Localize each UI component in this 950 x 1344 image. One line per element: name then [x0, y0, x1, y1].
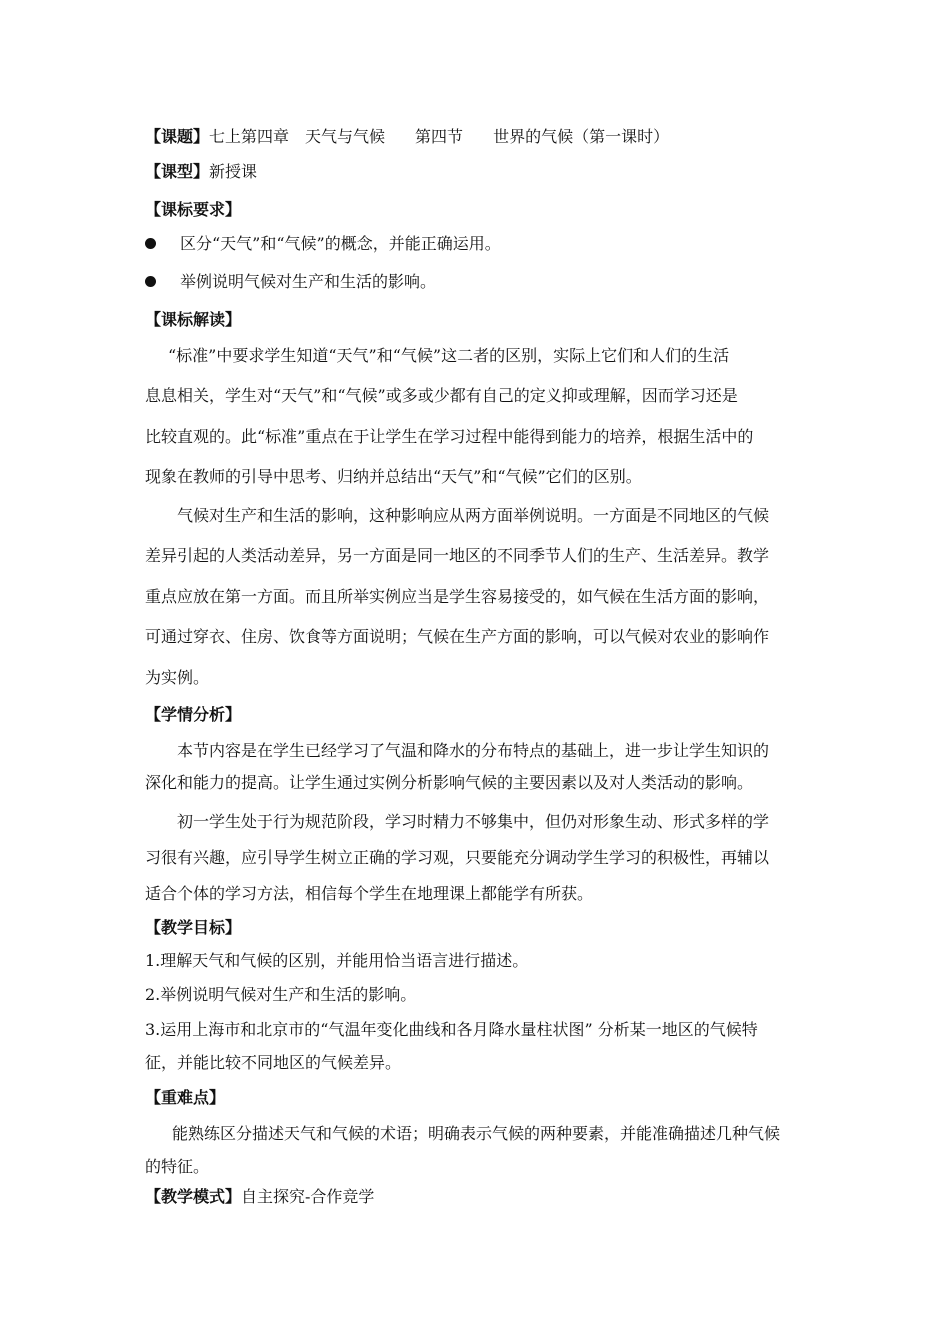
analysis-line: 习很有兴趣，应引导学生树立正确的学习观，只要能充分调动学生学习的积极性，再辅以 [145, 848, 770, 867]
lesson-type-line [145, 162, 257, 182]
title-name: 世界的气候（第一课时） [493, 127, 670, 146]
lesson-type-label: 【课型】 [145, 162, 210, 181]
bullet-icon [145, 276, 156, 287]
interpretation-line: 比较直观的。此“标准”重点在于让学生在学习过程中能得到能力的培养，根据生活中的 [145, 427, 754, 446]
mode-line [145, 1187, 374, 1207]
interpretation-line: 差异引起的人类活动差异，另一方面是同一地区的不同季节人们的生产、生活差异。教学 [145, 546, 770, 565]
objectives-label: 【教学目标】 [145, 918, 242, 937]
analysis-line: 深化和能力的提高。让学生通过实例分析影响气候的主要因素以及对人类活动的影响。 [145, 773, 754, 792]
key-points-heading [145, 1088, 225, 1108]
interpretation-line: 息息相关，学生对“天气”和“气候”或多或少都有自己的定义抑或理解，因而学习还是 [145, 386, 738, 405]
interpretation-line: 现象在教师的引导中思考、归纳并总结出“天气”和“气候”它们的区别。 [145, 467, 642, 486]
objectives-heading [145, 918, 241, 938]
title-line [145, 127, 669, 147]
mode-value: 自主探究-合作竞学 [241, 1187, 375, 1206]
title-label: 【课题】 [145, 127, 210, 146]
objective-item: 2.举例说明气候对生产和生活的影响。 [145, 985, 417, 1004]
interpretation-line: 气候对生产和生活的影响，这种影响应从两方面举例说明。一方面是不同地区的气候 [177, 506, 770, 525]
key-points-line: 的特征。 [145, 1157, 210, 1176]
interpretation-line: 重点应放在第一方面。而且所举实例应当是学生容易接受的，如气候在生活方面的影响， [145, 587, 770, 606]
analysis-line: 适合个体的学习方法，相信每个学生在地理课上都能学有所获。 [145, 884, 594, 903]
analysis-line: 初一学生处于行为规范阶段，学习时精力不够集中，但仍对形象生动、形式多样的学 [177, 812, 770, 831]
analysis-line: 本节内容是在学生已经学习了气温和降水的分布特点的基础上，进一步让学生知识的 [177, 741, 770, 760]
bullet-icon [145, 238, 156, 249]
interpretation-heading [145, 310, 241, 330]
title-topic: 天气与气候 [305, 127, 386, 146]
standard-heading [145, 200, 241, 220]
objective-item: 征，并能比较不同地区的气候差异。 [145, 1053, 402, 1072]
interpretation-label: 【课标解读】 [145, 310, 242, 329]
title-chapter: 七上第四章 [209, 127, 290, 146]
title-section: 第四节 [415, 127, 464, 146]
mode-label: 【教学模式】 [145, 1187, 242, 1206]
analysis-heading [145, 705, 241, 725]
standard-item-2: 举例说明气候对生产和生活的影响。 [180, 272, 437, 291]
interpretation-line: “标准”中要求学生知道“天气”和“气候”这二者的区别，实际上它们和人们的生活 [168, 346, 730, 365]
interpretation-line: 可通过穿衣、住房、饮食等方面说明；气候在生产方面的影响，可以气候对农业的影响作 [145, 627, 770, 646]
interpretation-line: 为实例。 [145, 668, 210, 687]
key-points-line: 能熟练区分描述天气和气候的术语；明确表示气候的两种要素，并能准确描述几种气候 [172, 1124, 781, 1143]
standard-label: 【课标要求】 [145, 200, 242, 219]
analysis-label: 【学情分析】 [145, 705, 242, 724]
standard-item-1: 区分“天气”和“气候”的概念，并能正确运用。 [180, 234, 501, 253]
lesson-type-value: 新授课 [209, 162, 258, 181]
objective-item: 3.运用上海市和北京市的“气温年变化曲线和各月降水量柱状图” 分析某一地区的气候特 [145, 1020, 758, 1039]
objective-item: 1.理解天气和气候的区别，并能用恰当语言进行描述。 [145, 951, 529, 970]
key-points-label: 【重难点】 [145, 1088, 226, 1107]
